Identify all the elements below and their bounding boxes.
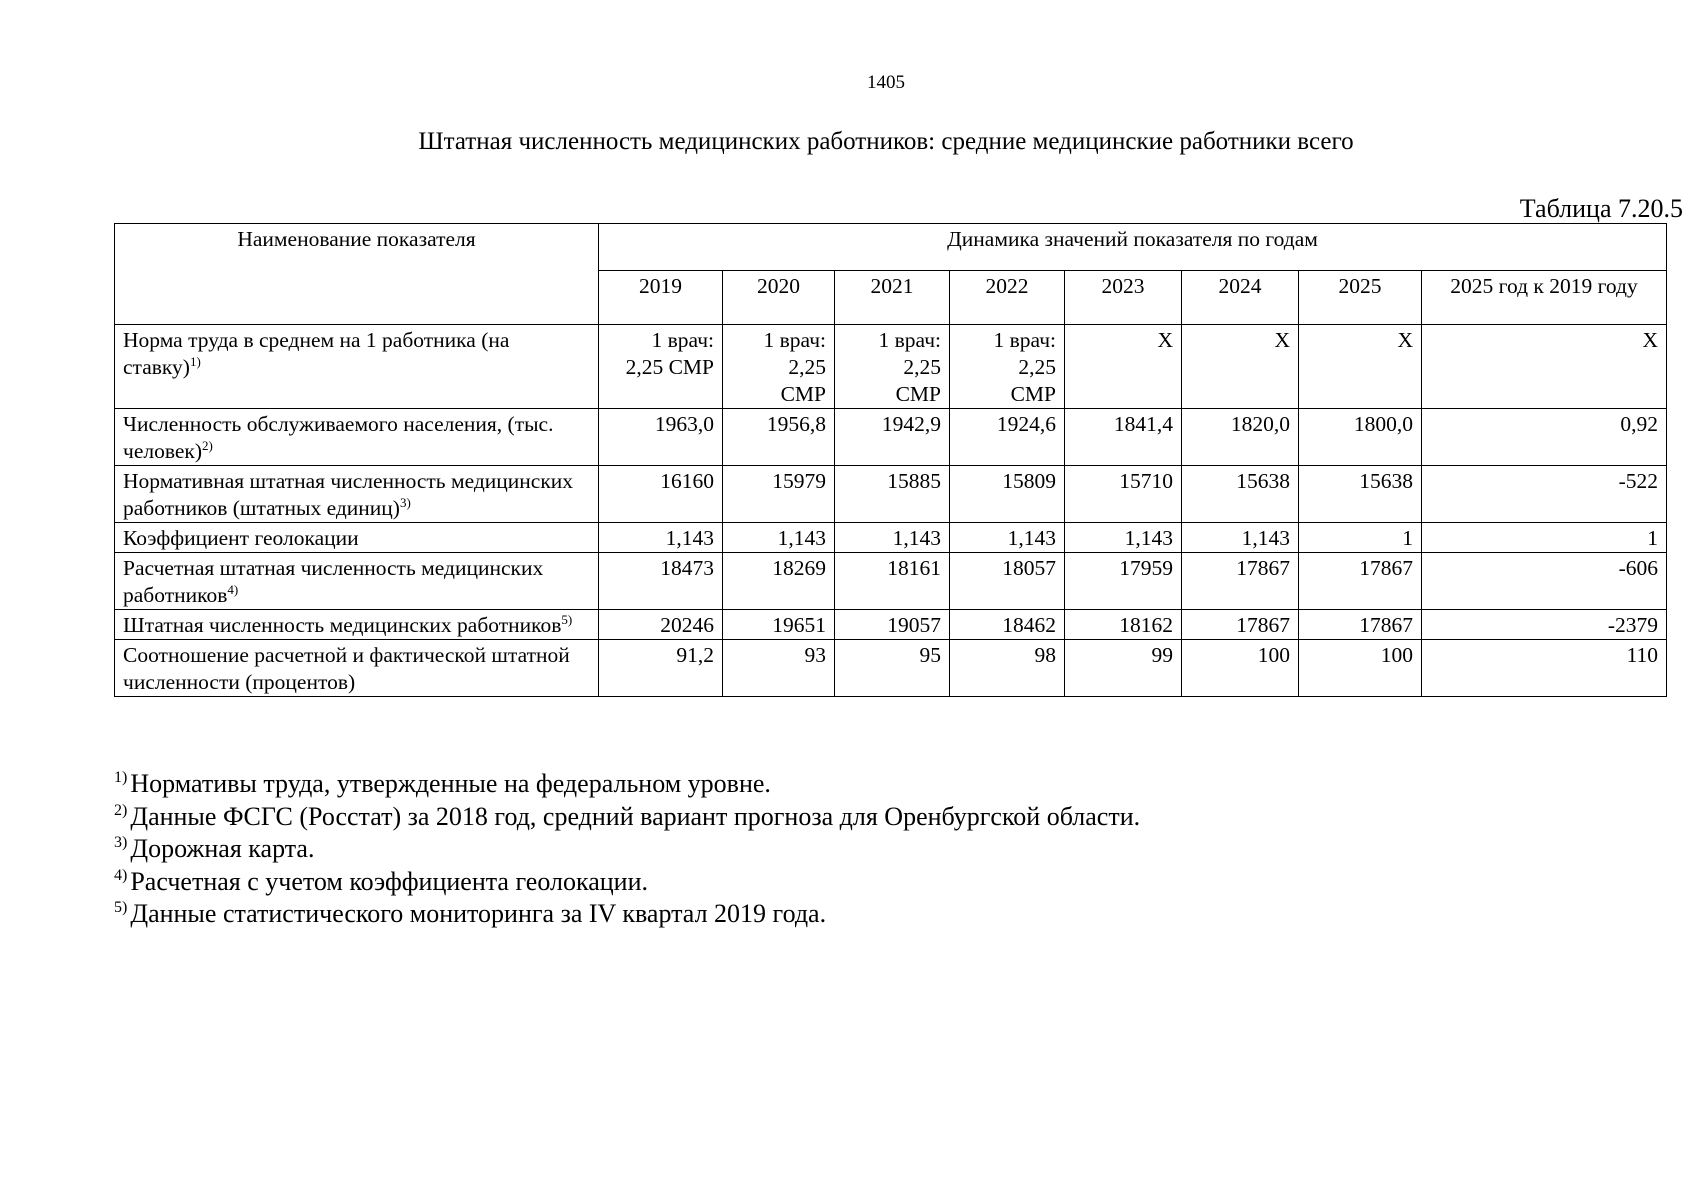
cell-line: 1,143 [892,526,941,550]
cell-line: 2,25 [903,355,941,379]
cell-line: 1 врач: [878,328,941,352]
table-cell [1422,610,1667,640]
cell-line: 1942,9 [881,412,941,436]
table-cell [1065,466,1182,523]
header-dynamics: Динамика значений показателя по годам [599,224,1667,271]
table-cell [723,466,835,523]
footnote-mark: 4) [114,866,128,884]
table-cell [599,553,723,610]
table-cell [599,610,723,640]
cell-line: Х [1397,328,1413,352]
table-cell [1422,325,1667,409]
row-label-text: Коэффициент геолокации [123,526,359,550]
table-cell [1299,523,1422,553]
table-cell [1299,466,1422,523]
table-cell [835,523,950,553]
table-cell [950,466,1065,523]
table-cell [950,553,1065,610]
year-header-1: 2020 [723,271,835,325]
table-cell [1182,409,1299,466]
table-cell [1182,325,1299,409]
footnote [114,866,1140,899]
cell-line: 1 [1647,526,1659,550]
cell-line: 1,143 [665,526,714,550]
cell-line: 18473 [660,556,714,580]
footnote-text: Данные ФСГС (Росстат) за 2018 год, средний вариант прогноза для Оренбургской области. [130,801,1141,831]
table-cell [835,553,950,610]
cell-line: 1800,0 [1353,412,1413,436]
cell-line: 17959 [1119,556,1173,580]
cell-line: 2,25 [788,355,826,379]
table-row [115,553,1667,610]
table-cell [1182,553,1299,610]
cell-line: -2379 [1607,613,1659,637]
cell-line: 20246 [660,613,714,637]
cell-line: 19057 [887,613,941,637]
table-cell [1422,553,1667,610]
table-cell [835,409,950,466]
row-label [115,409,599,466]
cell-line: 18269 [772,556,826,580]
table-cell [1065,610,1182,640]
cell-line: 18161 [887,556,941,580]
cell-line: 1963,0 [654,412,714,436]
year-header-5: 2024 [1182,271,1299,325]
table-cell [1422,466,1667,523]
cell-line: 1820,0 [1230,412,1290,436]
table-cell [723,640,835,697]
table-cell [1299,610,1422,640]
table-cell [835,325,950,409]
cell-line: 95 [919,643,941,667]
footnote [114,898,1140,931]
year-header-0: 2019 [599,271,723,325]
row-label-text: Штатная численность медицинских работников [123,613,562,637]
footnote-mark: 2) [114,801,128,819]
page-number: 1405 [867,72,905,93]
table-cell [599,523,723,553]
table-row [115,466,1667,523]
footnote [114,801,1140,834]
footnote-ref: 3) [399,494,411,510]
footnote-mark: 3) [114,834,128,852]
table-row [115,640,1667,697]
table-cell [723,325,835,409]
cell-line: 18057 [1002,556,1056,580]
table-cell [1299,640,1422,697]
table-cell [1299,325,1422,409]
row-label-text: Норма труда в среднем на 1 работника (на ставку) [123,328,510,379]
cell-line: 2,25 [1018,355,1056,379]
cell-line: 17867 [1236,613,1290,637]
table-cell [1065,409,1182,466]
table-cell [723,610,835,640]
cell-line: 93 [804,643,826,667]
cell-line: 15979 [772,469,826,493]
cell-line: 19651 [772,613,826,637]
cell-line: Х [1642,328,1659,352]
page-title: Штатная численность медицинских работников: средние медицинские работники всего [418,128,1354,155]
footnote [114,768,1140,801]
row-label [115,466,599,523]
cell-line: 1 [1402,526,1413,550]
cell-line: 1,143 [777,526,826,550]
table-cell [599,325,723,409]
year-header-4: 2023 [1065,271,1182,325]
table-cell [1422,523,1667,553]
footnote-text: Дорожная карта. [130,834,315,863]
cell-line: 0,92 [1620,412,1659,436]
cell-line: -522 [1618,469,1659,493]
table-cell [950,640,1065,697]
table-cell [1422,409,1667,466]
row-label [115,610,599,640]
cell-line: 1924,6 [996,412,1056,436]
cell-line: 91,2 [676,643,714,667]
cell-line: 17867 [1359,613,1413,637]
table-cell [1065,325,1182,409]
footnotes [114,768,1140,931]
table-cell [1299,409,1422,466]
footnote-text: Расчетная с учетом коэффициента геолокации. [130,866,648,896]
footnote-mark: 1) [114,769,128,787]
cell-line: 100 [1257,643,1290,667]
cell-line: 16160 [660,469,714,493]
table-row [115,610,1667,640]
table-cell [1065,640,1182,697]
table-label: Таблица 7.20.5 [1519,194,1683,223]
table-cell [1422,640,1667,697]
table-row [115,409,1667,466]
table-cell [1299,553,1422,610]
cell-line: 18162 [1119,613,1173,637]
cell-line: 1,143 [1241,526,1290,550]
row-label [115,523,599,553]
cell-line: Х [1274,328,1290,352]
table-cell [835,610,950,640]
year-header-3: 2022 [950,271,1065,325]
row-label-text: Нормативная штатная численность медицинских работников (штатных единиц) [123,469,574,520]
cell-line: 1,143 [1124,526,1173,550]
table-cell [599,409,723,466]
footnote-ref: 4) [227,581,239,597]
table-cell [835,640,950,697]
table-cell [1065,553,1182,610]
row-label-text: Соотношение расчетной и фактической штатной численности (процентов) [123,643,570,694]
row-label [115,325,599,409]
table-cell [835,466,950,523]
cell-line: 15885 [887,469,941,493]
row-label [115,553,599,610]
footnote-ref: 2) [202,437,213,453]
cell-line: 1 врач: [651,328,714,352]
cell-line: 15710 [1119,469,1173,493]
table-cell [1182,640,1299,697]
cell-line: 2,25 СМР [625,355,714,379]
cell-line: 15638 [1359,469,1413,493]
cell-line: 17867 [1359,556,1413,580]
table-cell [1182,610,1299,640]
cell-line: Х [1157,328,1173,352]
footnote-ref: 1) [189,353,201,369]
cell-line: 1,143 [1007,526,1056,550]
table-cell [599,466,723,523]
table-cell [1182,523,1299,553]
footnote-text: Нормативы труда, утвержденные на федеральном уровне. [130,769,771,798]
footnote-mark: 5) [114,899,128,917]
table-cell [1065,523,1182,553]
cell-line: -606 [1618,556,1659,580]
table-cell [599,640,723,697]
table-cell [950,409,1065,466]
row-label-text: Численность обслуживаемого населения, (тыс. человек) [123,412,554,463]
cell-line: 98 [1034,643,1056,667]
footnote [114,833,1140,866]
cell-line: 1 врач: [763,328,826,352]
year-header-7: 2025 год к 2019 году [1422,271,1667,325]
header-indicator-name: Наименование показателя [115,224,599,325]
cell-line: 15638 [1236,469,1290,493]
cell-line: СМР [895,382,941,406]
cell-line: СМР [1010,382,1056,406]
cell-line: 99 [1151,643,1173,667]
cell-line: 17867 [1236,556,1290,580]
table-cell [950,325,1065,409]
cell-line: СМР [780,382,826,406]
table-cell [1182,466,1299,523]
table-cell [723,553,835,610]
cell-line: 18462 [1002,613,1056,637]
table-cell [723,409,835,466]
cell-line: 110 [1626,643,1659,667]
cell-line: 1956,8 [766,412,826,436]
staffing-table [114,223,1667,697]
table-row [115,523,1667,553]
cell-line: 1 врач: [993,328,1056,352]
footnote-text: Данные статистического мониторинга за IV квартал 2019 года. [130,899,827,928]
table-row [115,325,1667,409]
year-header-2: 2021 [835,271,950,325]
row-label [115,640,599,697]
row-label-text: Расчетная штатная численность медицинских работников [123,556,544,607]
table-cell [950,610,1065,640]
cell-line: 100 [1380,643,1413,667]
cell-line: 15809 [1002,469,1056,493]
year-header-6: 2025 [1299,271,1422,325]
footnote-ref: 5) [561,611,573,627]
cell-line: 1841,4 [1113,412,1173,436]
table-cell [950,523,1065,553]
table-cell [723,523,835,553]
table-body [115,325,1667,697]
